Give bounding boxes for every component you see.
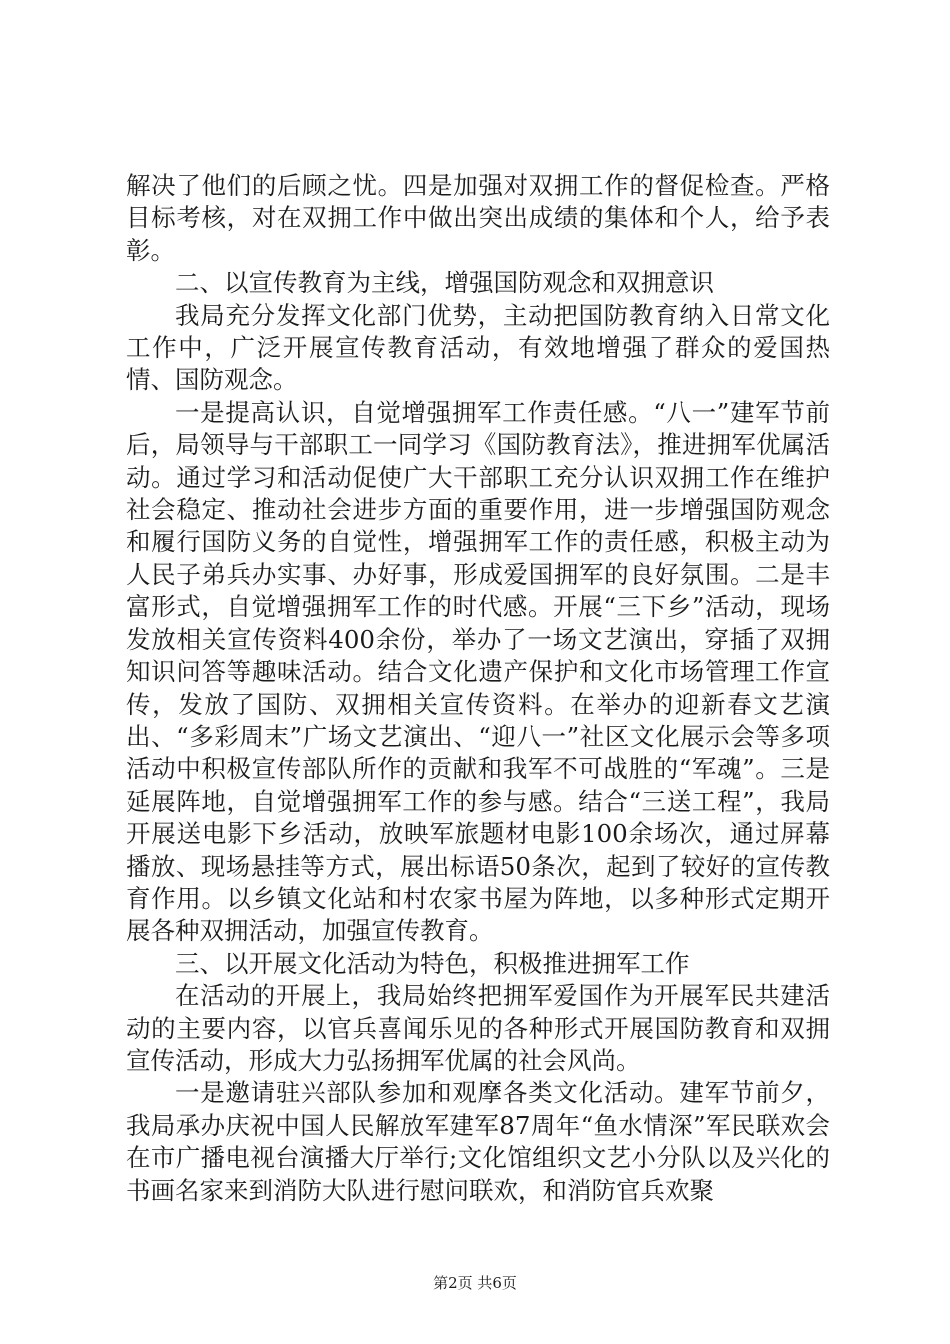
section-heading-2: 二、以宣传教育为主线，增强国防观念和双拥意识: [175, 268, 714, 298]
paragraph: 在活动的开展上，我局始终把拥军爱国作为开展军民共建活动的主要内容，以官兵喜闻乐见的各种形式开展国防教育和双拥宣传活动，形成大力弘扬拥军优属的社会风尚。: [126, 981, 830, 1075]
document-body: [126, 170, 830, 1207]
page-number-footer: 第2页 共6页: [433, 1274, 517, 1292]
paragraph: 一是邀请驻兴部队参加和观摩各类文化活动。建军节前夕，我局承办庆祝中国人民解放军建军87周年“鱼水情深”军民联欢会在市广播电视台演播大厅举行;文化馆组织文艺小分队以及兴化的书画名家来到消防大队进行慰问联欢，和消防官兵欢聚: [126, 1078, 830, 1205]
section-heading-3: 三、以开展文化活动为特色，积极推进拥军工作: [175, 948, 690, 978]
paragraph-continuation: 解决了他们的后顾之忧。四是加强对双拥工作的督促检查。严格目标考核，对在双拥工作中做出突出成绩的集体和个人，给予表彰。: [126, 171, 830, 265]
paragraph: 一是提高认识，自觉增强拥军工作责任感。“八一”建军节前后，局领导与干部职工一同学习《国防教育法》，推进拥军优属活动。通过学习和活动促使广大干部职工充分认识双拥工作在维护社会稳定、推动社会进步方面的重要作用，进一步增强国防观念和履行国防义务的自觉性，增强拥军工作的责任感，积极主动为人民子弟兵办实事、办好事，形成爱国拥军的良好氛围。二是丰富形式，自觉增强拥军工作的时代感。开展“三下乡”活动，现场发放相关宣传资料400余份，举办了一场文艺演出，穿插了双拥知识问答等趣味活动。结合文化遗产保护和文化市场管理工作宣传，发放了国防、双拥相关宣传资料。在举办的迎新春文艺演出、“多彩周末”广场文艺演出、“迎八一”社区文化展示会等多项活动中积极宣传部队所作的贡献和我军不可战胜的“军魂”。三是延展阵地，自觉增强拥军工作的参与感。结合“三送工程”，我局开展送电影下乡活动，放映军旅题材电影100余场次，通过屏幕播放、现场悬挂等方式，展出标语50条次，起到了较好的宣传教育作用。以乡镇文化站和村农家书屋为阵地，以多种形式定期开展各种双拥活动，加强宣传教育。: [126, 397, 830, 946]
paragraph: 我局充分发挥文化部门优势，主动把国防教育纳入日常文化工作中，广泛开展宣传教育活动，有效地增强了群众的爱国热情、国防观念。: [126, 300, 830, 395]
